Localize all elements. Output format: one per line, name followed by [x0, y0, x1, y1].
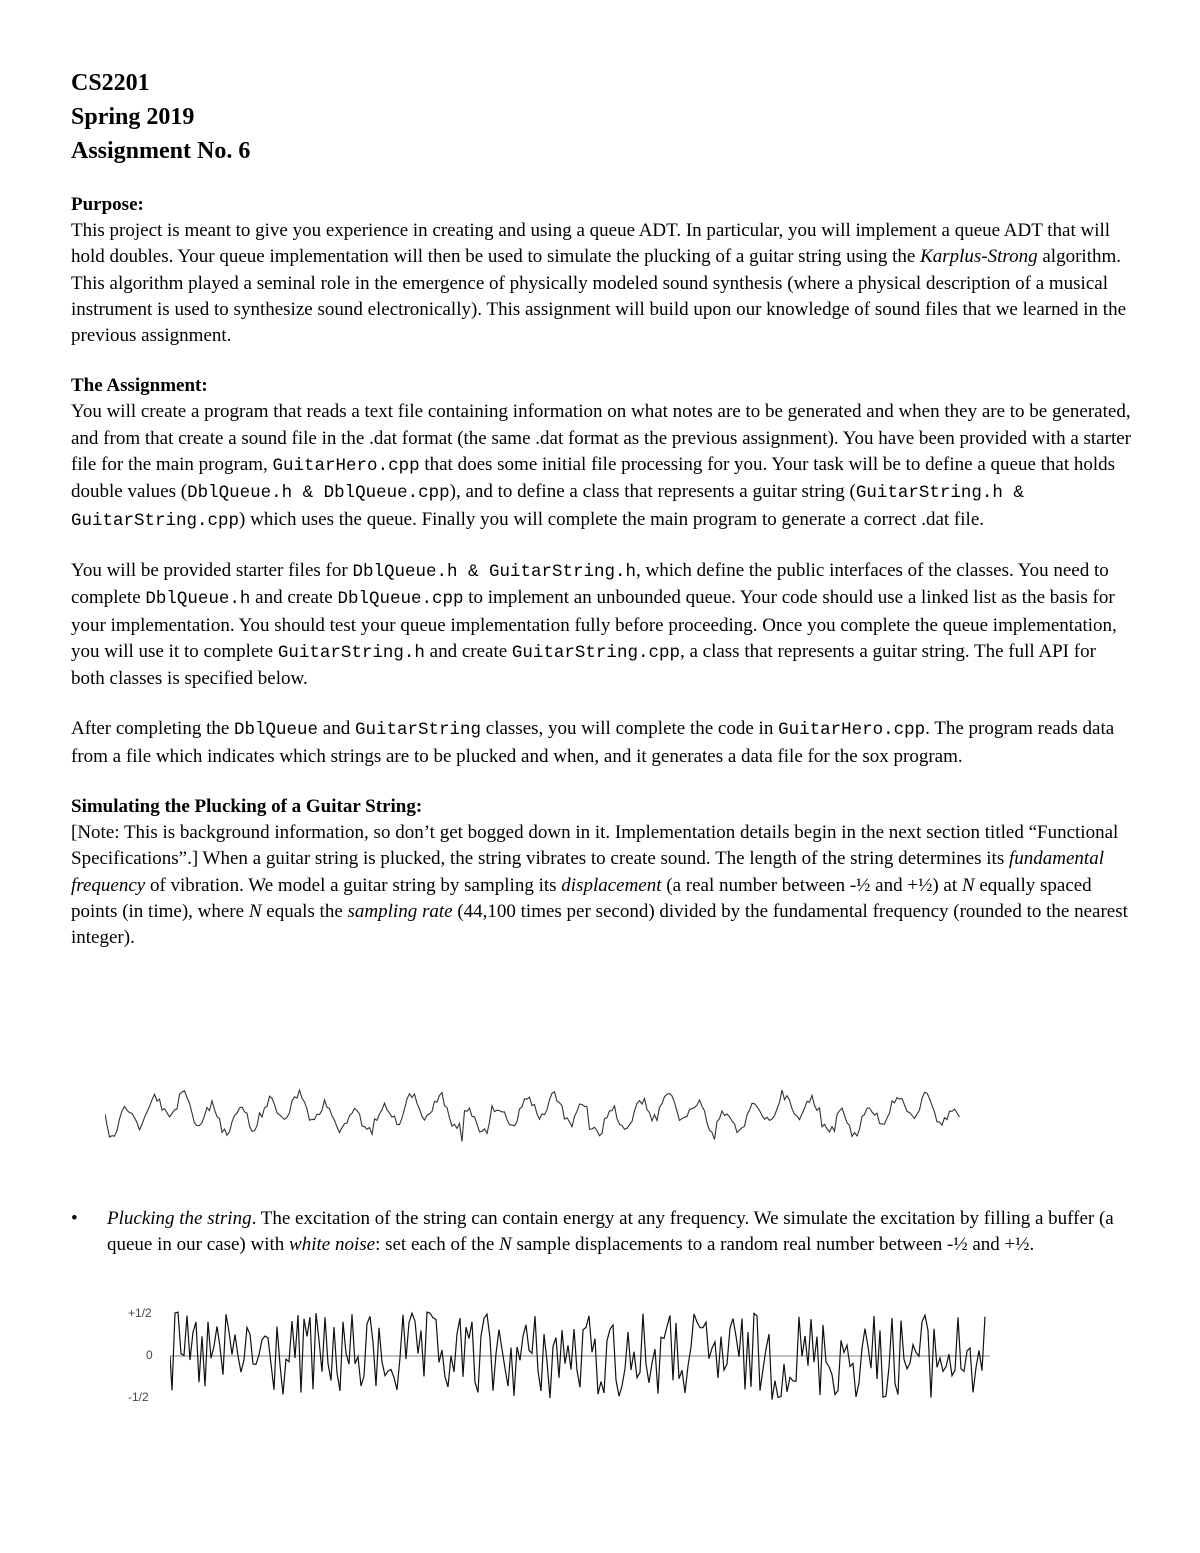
guitar-string-waveform-figure — [105, 1078, 965, 1155]
code-dblqueue-files: DblQueue.h & DblQueue.cpp — [187, 483, 450, 504]
assignment-paragraph-1: You will create a program that reads a text file containing information on what notes are to be generated and when they are to be generated, and from that create a sound file in the .dat format (the same .dat format as the previous assignment). You have been provided with a starter file for the main program, GuitarHero.cpp that does some initial file processing for you. Your task will be to define a queue that holds double values (DblQueue.h & DblQueue.cpp), and to define a class that represents a guitar string (GuitarString.h & GuitarString.cpp) which uses the queue. Finally you will complete the main program to generate a correct .dat file. — [71, 401, 1131, 531]
bullet-symbol: • — [71, 1208, 78, 1229]
assignment-paragraph-3: After completing the DblQueue and GuitarString classes, you will complete the code in GuitarHero.cpp. The program reads data from a file which indicates which strings are to be plucked and when, and it generates a data file for the sox program. — [71, 718, 1115, 767]
code-dblqueue-cpp: DblQueue.cpp — [337, 589, 464, 610]
code-guitarstring-files: GuitarString.h & GuitarString.cpp — [71, 483, 1024, 531]
code-dblqueue-h: DblQueue.h — [145, 589, 251, 610]
code-guitarhero: GuitarHero.cpp — [272, 456, 420, 477]
simulating-paragraph: [Note: This is background information, so don’t get bogged down in it. Implementation details begin in the next section titled “Functional Specifications”.] When a guitar string is plucked, the string vibrates to create sound. The length of the string determines its fundamental frequency of vibration. We model a guitar string by sampling its displacement (a real number between -½ and +½) at N equally spaced points (in time), where N equals the sampling rate (44,100 times per second) divided by the fundamental frequency (rounded to the nearest integer). — [71, 822, 1128, 949]
white-noise-figure — [118, 1306, 998, 1406]
code-guitarstring-class: GuitarString — [354, 720, 482, 741]
axis-label-zero: 0 — [146, 1348, 153, 1362]
guitar-string-waveform — [105, 1078, 965, 1150]
assignment-heading: The Assignment: — [71, 375, 208, 397]
axis-label-top: +1/2 — [128, 1306, 152, 1320]
code-guitarhero-cpp: GuitarHero.cpp — [778, 720, 926, 741]
assignment-title: Assignment No. 6 — [71, 138, 251, 164]
code-guitarstring-h: GuitarString.h — [277, 642, 425, 663]
code-guitarstring-cpp: GuitarString.cpp — [511, 642, 680, 663]
purpose-paragraph: This project is meant to give you experience in creating and using a queue ADT. In particular, you will implement a queue ADT that will hold doubles. Your queue implementation will then be used to simulate the plucking of a guitar string using the Karplus-Strong algorithm. This algorithm played a seminal role in the emergence of physically modeled sound synthesis (where a physical description of a musical instrument is used to synthesize sound electronically). This assignment will build upon our knowledge of sound files that we learned in the previous assignment. — [71, 220, 1127, 347]
document-page — [71, 66, 1133, 952]
karplus-strong-term: Karplus-Strong — [920, 246, 1038, 268]
plucking-bullet — [71, 1206, 1133, 1259]
plucking-bullet-text: Plucking the string. The excitation of the string can contain energy at any frequency. We simulate the excitation by filling a buffer (a queue in our case) with white noise: set each of the N sample displacements to a random real number between -½ and +½. — [107, 1208, 1114, 1256]
simulating-heading: Simulating the Plucking of a Guitar String: — [71, 796, 423, 818]
code-dblqueue-class: DblQueue — [234, 720, 319, 741]
assignment-paragraph-2: You will be provided starter files for DblQueue.h & GuitarString.h, which define the public interfaces of the classes. You need to complete DblQueue.h and create DblQueue.cpp to implement an unbounded queue. Your code should use a linked list as the basis for your implementation. You should test your queue implementation fully before proceeding. Once you complete the queue implementation, you will use it to complete GuitarString.h and create GuitarString.cpp, a class that represents a guitar string. The full API for both classes is specified below. — [71, 559, 1117, 690]
code-starter-files: DblQueue.h & GuitarString.h — [352, 561, 636, 582]
purpose-heading: Purpose: — [71, 194, 144, 215]
term: Spring 2019 — [71, 104, 195, 130]
course-code: CS2201 — [71, 70, 150, 96]
white-noise-waveform — [170, 1306, 990, 1406]
axis-label-bottom: -1/2 — [128, 1390, 149, 1404]
